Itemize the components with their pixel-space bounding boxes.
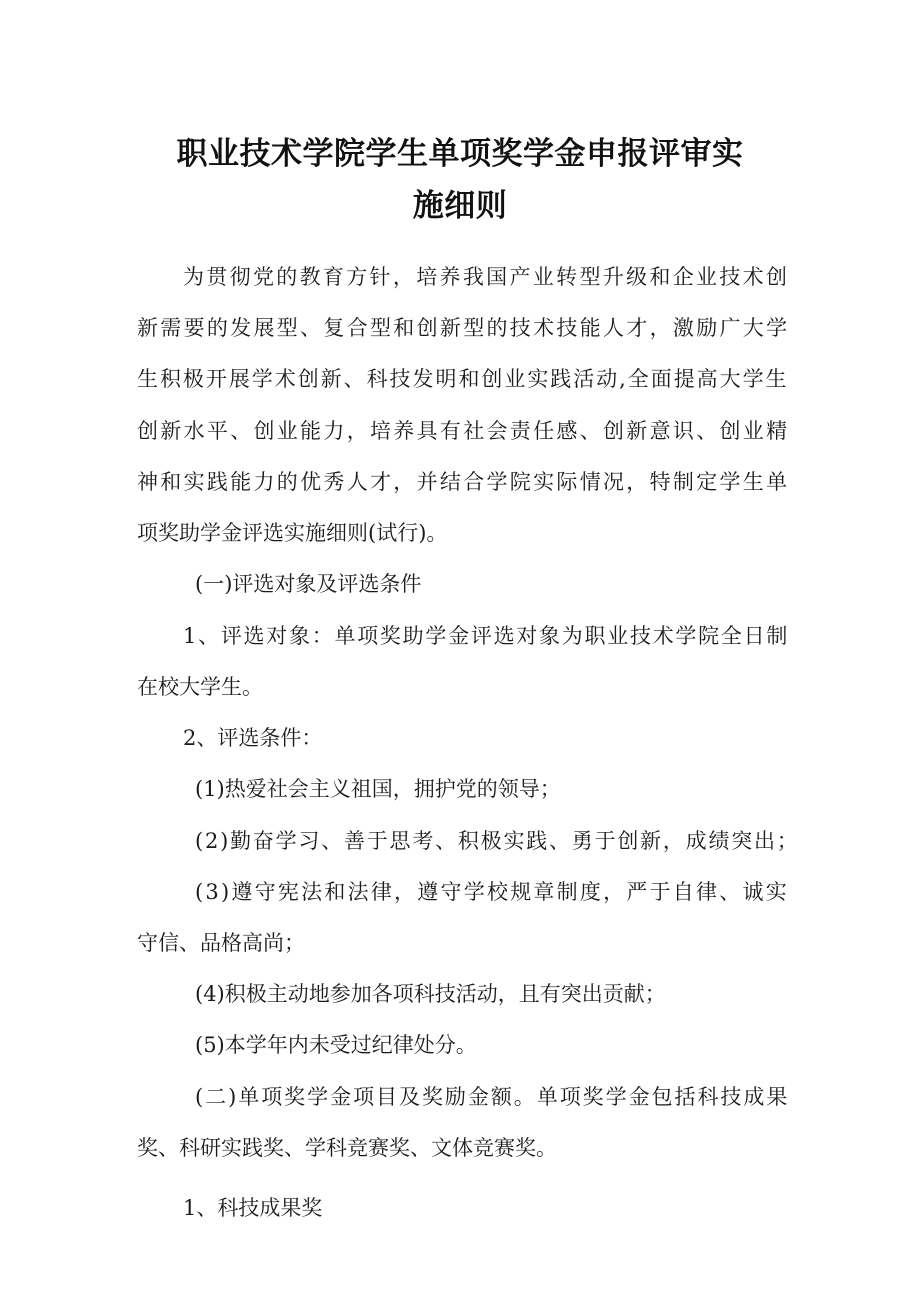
subsection-heading: 1、科技成果奖 — [183, 1196, 323, 1220]
paragraph-line: 奖、科研实践奖、学科竞赛奖、文体竞赛奖。 — [137, 1136, 557, 1160]
list-item: (4)积极主动地参加各项科技活动，且有突出贡献； — [195, 982, 666, 1006]
paragraph-line: 项奖助学金评选实施细则(试行)。 — [137, 521, 448, 545]
paragraph-line: 1、评选对象：单项奖助学金评选对象为职业技术学院全日制 — [183, 624, 790, 648]
list-item: (1)热爱社会主义祖国，拥护党的领导； — [195, 777, 561, 801]
section-heading: (一)评选对象及评选条件 — [195, 572, 422, 596]
list-item: (2)勤奋学习、善于思考、积极实践、勇于创新，成绩突出； — [195, 829, 800, 853]
paragraph-line: 为贯彻党的教育方针，培养我国产业转型升级和企业技术创 — [183, 265, 790, 289]
paragraph-line: 神和实践能力的优秀人才，并结合学院实际情况，特制定学生单 — [137, 470, 790, 494]
list-heading: 2、评选条件： — [183, 726, 323, 750]
list-item-continuation: 守信、品格高尚； — [137, 931, 305, 955]
paragraph-line: 生积极开展学术创新、科技发明和创业实践活动,全面提高大学生 — [137, 367, 789, 391]
document-title-line-1: 职业技术学院学生单项奖学金申报评审实 — [176, 136, 744, 172]
list-item: (3)遵守宪法和法律，遵守学校规章制度，严于自律、诚实 — [195, 880, 789, 904]
document-title-line-2: 施细则 — [412, 188, 508, 224]
paragraph-line: 新需要的发展型、复合型和创新型的技术技能人才，激励广大学 — [137, 316, 790, 340]
section-heading: (二)单项奖学金项目及奖励金额。单项奖学金包括科技成果 — [195, 1085, 790, 1109]
paragraph-line: 在校大学生。 — [137, 675, 263, 699]
list-item: (5)本学年内未受过纪律处分。 — [195, 1033, 477, 1057]
paragraph-line: 创新水平、创业能力，培养具有社会责任感、创新意识、创业精 — [137, 419, 790, 443]
